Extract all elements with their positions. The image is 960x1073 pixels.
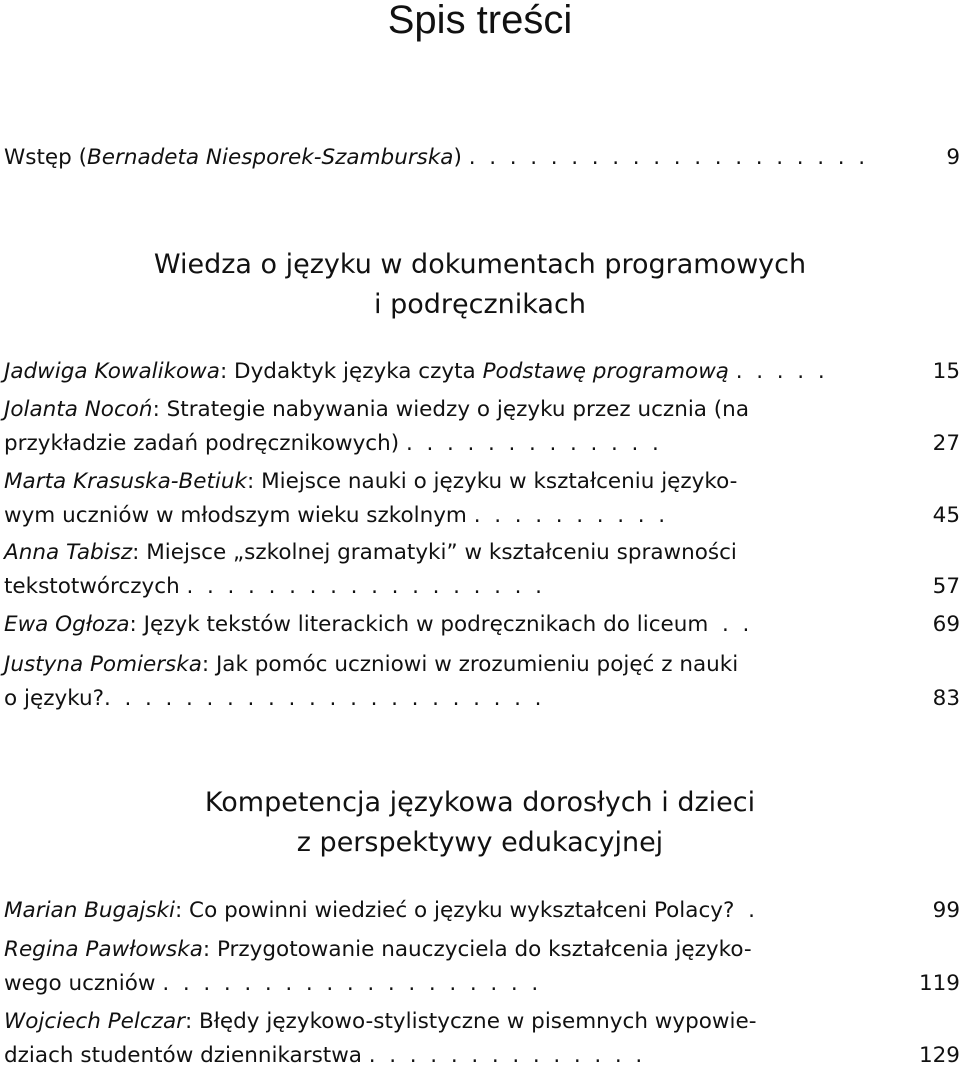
entry-author: Marta Krasuska-Betiuk [4, 469, 247, 494]
toc-entry-text [4, 355, 729, 389]
entry-author: Anna Tabisz [4, 540, 133, 565]
dot-leader: . . . . . . . . . . . . . . . . . . [179, 574, 542, 599]
toc-entry[interactable] [4, 648, 960, 716]
entry-author: Wojciech Pelczar [4, 1009, 185, 1034]
toc-entry[interactable] [4, 608, 960, 642]
section-heading-2 [0, 783, 960, 863]
entry-title-continued: tekstotwórczych [4, 574, 180, 599]
entry-title: : Strategie nabywania wiedzy o języku przez ucznia (na [152, 397, 749, 422]
toc-entry-text [4, 648, 738, 682]
dot-leader: . [734, 898, 755, 923]
toc-entry-text [4, 608, 708, 642]
toc-entry-text [4, 933, 752, 967]
page-number: 27 [932, 431, 960, 456]
entry-title: : Dydaktyk języka czyta [219, 359, 483, 384]
entry-prefix: Wstęp ( [4, 145, 87, 170]
entry-author: Ewa Ogłoza [4, 612, 130, 637]
dot-leader: . . . . . . . . . . . . . . . . . . . . [461, 145, 866, 170]
toc-entry-text [4, 465, 737, 499]
toc-entry[interactable] [4, 933, 960, 1001]
page-number: 57 [932, 574, 960, 599]
section-heading-line: z perspektywy edukacyjnej [296, 827, 664, 858]
entry-author: Regina Pawłowska [4, 937, 203, 962]
toc-entry[interactable] [4, 536, 960, 604]
toc-entry-text [4, 894, 734, 928]
entry-title-continued: wym uczniów w młodszym wieku szkolnym [4, 503, 467, 528]
page-number: 99 [932, 898, 960, 923]
toc-entry-text [4, 141, 462, 175]
section-heading-line: Kompetencja językowa dorosłych i dzieci [204, 787, 756, 818]
toc-entry[interactable] [4, 355, 960, 389]
toc-entry-text [4, 393, 749, 427]
entry-title: : Przygotowanie nauczyciela do kształcenia języko- [202, 937, 752, 962]
section-heading-line: i podręcznikach [374, 289, 586, 320]
entry-title-italic: Podstawę programową [482, 359, 729, 384]
section-heading-1 [0, 245, 960, 325]
page-number: 119 [918, 971, 960, 996]
entry-title: : Jak pomóc uczniowi w zrozumieniu pojęć z nauki [201, 652, 739, 677]
dot-leader: . . . . . . . . . . . . . . [361, 1043, 643, 1068]
page-title: Spis treści [387, 0, 573, 42]
entry-suffix: ) [453, 145, 462, 170]
toc-entry[interactable] [4, 894, 960, 928]
entry-title-continued: dziach studentów dziennikarstwa [4, 1043, 362, 1068]
dot-leader: . . [708, 612, 750, 637]
page-number: 15 [932, 359, 960, 384]
entry-title: : Co powinni wiedzieć o języku wykształceni Polacy? [174, 898, 735, 923]
dot-leader: . . . . . . . . . . . . . . . . . . . . . . [104, 686, 542, 711]
entry-title-continued: o języku? [4, 686, 105, 711]
entry-author: Justyna Pomierska [4, 652, 202, 677]
page-number: 69 [932, 612, 960, 637]
entry-title: : Błędy językowo-stylistyczne w pisemnych wypowie- [184, 1009, 757, 1034]
entry-title-continued: wego uczniów [4, 971, 156, 996]
toc-entry[interactable] [4, 465, 960, 533]
dot-leader: . . . . . . . . . . [466, 503, 666, 528]
toc-entry-intro[interactable] [4, 141, 960, 175]
entry-title: : Miejsce nauki o języku w kształceniu języko- [247, 469, 738, 494]
dot-leader: . . . . . [728, 359, 825, 384]
page-number: 83 [932, 686, 960, 711]
page-number: 9 [946, 145, 960, 170]
entry-title: : Miejsce „szkolnej gramatyki” w kształceniu sprawności [132, 540, 737, 565]
dot-leader: . . . . . . . . . . . . . . . . . . . [155, 971, 539, 996]
page-number: 129 [918, 1043, 960, 1068]
toc-entry[interactable] [4, 393, 960, 461]
entry-author: Jadwiga Kowalikowa [4, 359, 220, 384]
entry-author: Jolanta Nocoń [4, 397, 153, 422]
entry-title: : Język tekstów literackich w podręcznikach do liceum [129, 612, 709, 637]
dot-leader: . . . . . . . . . . . . . [399, 431, 659, 456]
toc-entry[interactable] [4, 1005, 960, 1073]
entry-author: Marian Bugajski [4, 898, 175, 923]
section-heading-line: Wiedza o języku w dokumentach programowych [153, 249, 807, 280]
entry-author: Bernadeta Niesporek-Szamburska [87, 145, 454, 170]
page-number: 45 [932, 503, 960, 528]
toc-entry-text [4, 536, 737, 570]
toc-entry-text [4, 1005, 756, 1039]
entry-title-continued: przykładzie zadań podręcznikowych) [4, 431, 400, 456]
